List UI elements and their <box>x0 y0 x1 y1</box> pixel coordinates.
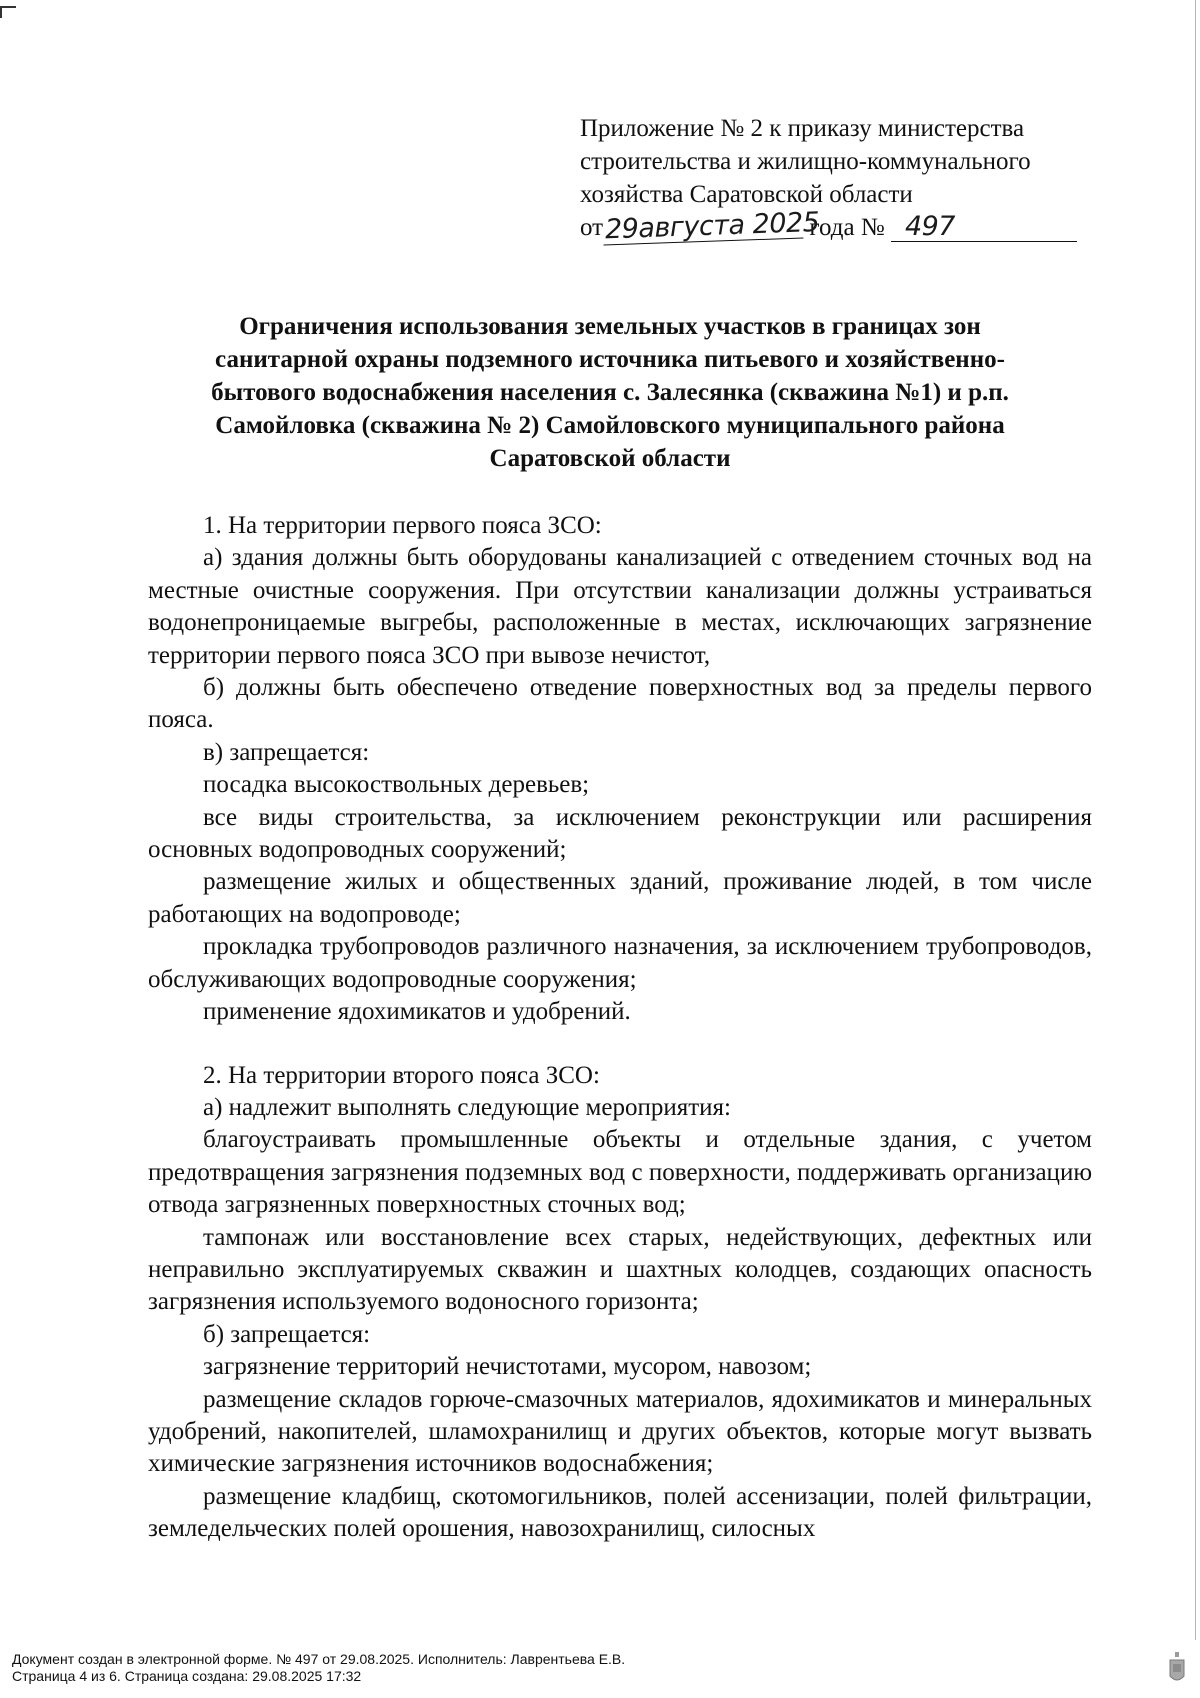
section-2-paragraph: благоустраивать промышленные объекты и отдельные здания, с учетом предотвращения загрязнения подземных вод с поверхности, поддерживать организацию отвода загрязненных поверхностных сточных вод; <box>148 1126 1092 1219</box>
section-1-paragraph: в) запрещается: <box>203 738 370 766</box>
section-2-paragraph: б) запрещается: <box>203 1320 371 1348</box>
year-label: года № <box>809 214 885 241</box>
handwritten-date: 29августа 2025 <box>604 206 820 246</box>
appendix-line-3: хозяйства Саратовской области <box>580 181 913 208</box>
title-line-4: Самойловка (скважина № 2) Самойловского муниципального района <box>215 412 1005 439</box>
date-prefix: от <box>580 214 604 241</box>
section-1-paragraph: прокладка трубопроводов различного назначения, за исключением трубопроводов, обслуживающих водопроводные сооружения; <box>148 933 1092 993</box>
handwritten-number: 497 <box>891 213 1077 242</box>
section-1-paragraph: применение ядохимикатов и удобрений. <box>203 998 631 1026</box>
section-gap <box>148 1029 1092 1060</box>
title-line-2: санитарной охраны подземного источника питьевого и хозяйственно- <box>215 346 1005 373</box>
section-2-paragraph: размещение кладбищ, скотомогильников, полей ассенизации, полей фильтрации, земледельческих полей орошения, навозохранилищ, силосных <box>148 1482 1092 1543</box>
appendix-date-row <box>580 206 1100 246</box>
section-1-paragraph: размещение жилых и общественных зданий, проживание людей, в том числе работающих на водопроводе; <box>148 868 1092 928</box>
page-footer <box>12 1651 1012 1685</box>
section-2-heading: 2. На территории второго пояса ЗСО: <box>203 1061 600 1089</box>
section-1-paragraph: б) должны быть обеспечено отведение поверхностных вод за пределы первого пояса. <box>148 674 1092 734</box>
scan-edge-line <box>1195 0 1196 1640</box>
coat-of-arms-icon <box>1168 1650 1186 1686</box>
appendix-line-2: строительства и жилищно-коммунального <box>580 148 1031 175</box>
section-2-paragraph: тампонаж или восстановление всех старых, недействующих, дефектных или неправильно эксплуатируемых скважин и шахтных колодцев, создающих опасность загрязнения используемого водоносного горизонта; <box>148 1223 1092 1316</box>
section-1-paragraph: все виды строительства, за исключением реконструкции или расширения основных водопроводных сооружений; <box>148 803 1092 864</box>
section-1-paragraph: посадка высокоствольных деревьев; <box>203 771 590 799</box>
section-2-paragraph: загрязнение территорий нечистотами, мусором, навозом; <box>203 1353 812 1381</box>
section-1-paragraph: а) здания должны быть оборудованы канализацией с отведением сточных вод на местные очистные сооружения. При отсутствии канализации должны устраиваться водонепроницаемые выгребы, расположенные в местах, исключающих загрязнение территории первого пояса ЗСО при вывозе нечистот, <box>148 544 1092 669</box>
appendix-line-1: Приложение № 2 к приказу министерства <box>580 115 1025 142</box>
section-2-paragraph: размещение складов горюче-смазочных материалов, ядохимикатов и минеральных удобрений, накопителей, шламохранилищ и других объектов, которые могут вызвать химические загрязнения источников водоснабжения; <box>148 1385 1092 1478</box>
appendix-header <box>580 112 1100 244</box>
footer-document-info: Документ создан в электронной форме. № 497 от 29.08.2025. Исполнитель: Лаврентьева Е.В. <box>12 1651 626 1667</box>
section-1-heading: 1. На территории первого пояса ЗСО: <box>203 512 602 539</box>
title-line-3: бытового водоснабжения населения с. Залесянка (скважина №1) и р.п. <box>211 379 1009 406</box>
scan-corner-mark <box>0 6 16 18</box>
title-line-5: Саратовской области <box>489 445 731 472</box>
document-title <box>150 310 1070 475</box>
section-2-paragraph: а) надлежит выполнять следующие мероприятия: <box>203 1093 731 1121</box>
document-body <box>148 510 1092 1546</box>
footer-page-info: Страница 4 из 6. Страница создана: 29.08.2025 17:32 <box>12 1668 362 1684</box>
title-line-1: Ограничения использования земельных участков в границах зон <box>239 313 981 340</box>
